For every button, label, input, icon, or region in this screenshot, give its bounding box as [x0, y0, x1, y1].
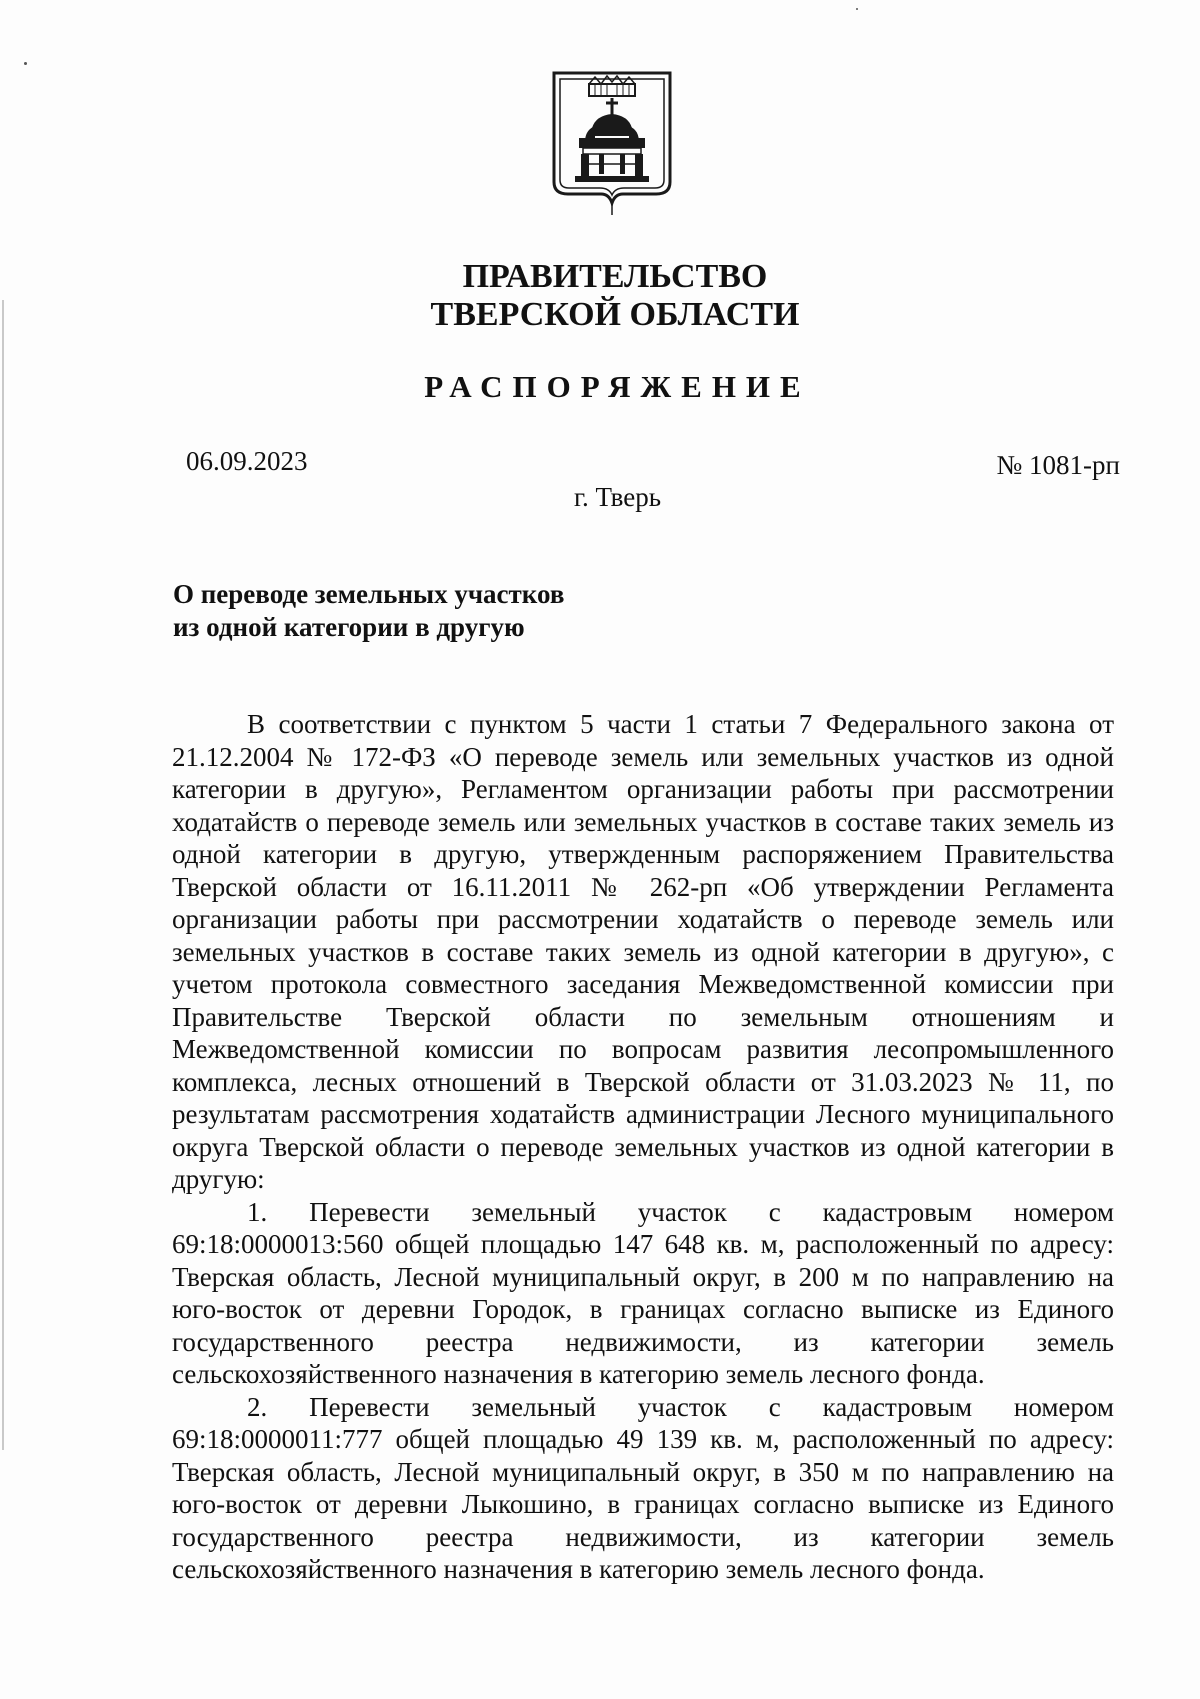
government-name-line2: ТВЕРСКОЙ ОБЛАСТИ [430, 296, 800, 333]
scan-speck [24, 62, 27, 65]
document-subject [173, 578, 793, 644]
scan-edge-line [2, 300, 4, 1450]
scan-speck [856, 8, 858, 10]
body-preamble: В соответствии с пунктом 5 части 1 статьи 7 Федерального закона от 21.12.2004 № 172-ФЗ «О переводе земель или земельных участков из одной категории в другую», Регламентом организации работы при рассмотрении ходатайств о переводе земель или земельных участков в составе таких земель из одной категории в другую, утвержденным распоряжением Правительства Тверской области от 16.11.2011 № 262-рп «Об утверждении Регламента организации работы при рассмотрении ходатайств о переводе земель или земельных участков в составе таких земель из одной категории в другую», с учетом протокола совместного заседания Межведомственной комиссии при Правительстве Тверской области по земельным отношениям и Межведомственной комиссии по вопросам развития лесопромышленного комплекса, лесных отношений в Тверской области от 31.03.2023 № 11, по результатам рассмотрения ходатайств администрации Лесного муниципального округа Тверской области о переводе земельных участков из одной категории в другую: [172, 709, 1114, 1194]
document-city: г. Тверь [573, 482, 662, 512]
document-type-title: РАСПОРЯЖЕНИЕ [424, 369, 811, 404]
tver-coat-of-arms-icon [551, 70, 673, 220]
subject-line1: О переводе земельных участков [173, 579, 565, 609]
subject-line2: из одной категории в другую [173, 612, 525, 642]
body-item-1: 1. Перевести земельный участок с кадастровым номером 69:18:0000013:560 общей площадью 147 648 кв. м, расположенный по адресу: Тверская область, Лесной муниципальный округ, в 200 м по направлению на юго-восток от деревни Городок, в границах согласно выписке из Единого государственного реестра недвижимости, из категории земель сельскохозяйственного назначения в категорию земель лесного фонда. [172, 1196, 1114, 1389]
document-date: 06.09.2023 [186, 446, 308, 476]
document-body [172, 708, 1114, 1586]
document-number: № 1081-рп [996, 450, 1120, 480]
government-name-line1: ПРАВИТЕЛЬСТВО [462, 258, 768, 295]
body-item-2: 2. Перевести земельный участок с кадастровым номером 69:18:0000011:777 общей площадью 49 139 кв. м, расположенный по адресу: Тверская область, Лесной муниципальный округ, в 350 м по направлению на юго-восток от деревни Лыкошино, в границах согласно выписке из Единого государственного реестра недвижимости, из категории земель сельскохозяйственного назначения в категорию земель лесного фонда. [172, 1391, 1114, 1584]
